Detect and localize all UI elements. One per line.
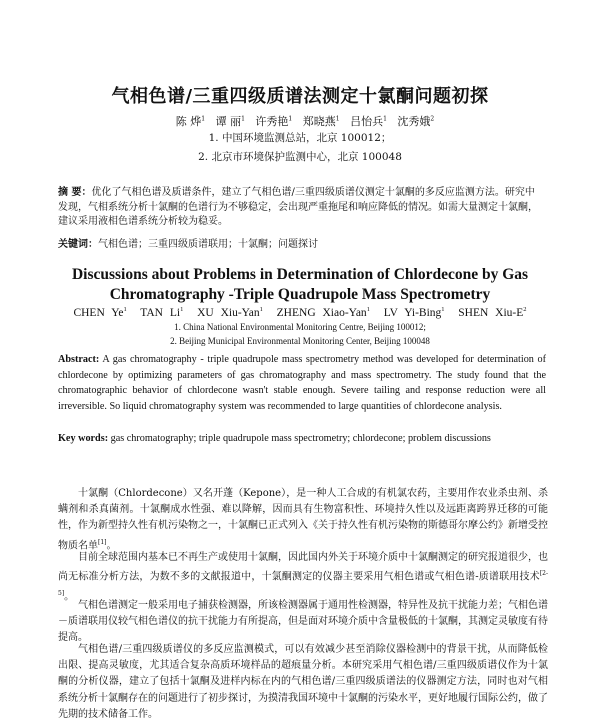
chinese-author: 郑晓燕$^1$ bbox=[302, 115, 340, 128]
chinese-keywords bbox=[58, 235, 544, 250]
english-keywords bbox=[58, 431, 546, 447]
chinese-abstract-label: 摘 要： bbox=[58, 187, 92, 198]
chinese-abstract bbox=[58, 186, 544, 230]
chinese-author: 沈秀娥$^2$ bbox=[397, 115, 435, 128]
chinese-author: 吕怡兵$^1$ bbox=[350, 115, 387, 128]
chinese-keywords-label: 关键词： bbox=[58, 239, 98, 250]
english-author: XU Xiu-Yan$^1$ bbox=[197, 306, 263, 319]
body-paragraph-4: 气相色谱/三重四级质谱仪的多反应监测模式，可以有效减少甚至消除仪器检测中的背景干扰，从而降低检出限、提高灵敏度，尤其适合复杂高质环境样品的超痕量分析。本研究采用气相色谱/三重四级质谱仪作为十氯酮的分析仪器，建立了包括十氯酮及进样内标在内的气相色谱/三重四级质谱法的仪器测定方法，同时也对气相系统分析十氯酮存在的问题进行了初步探讨，为摸清我国环境中十氯酮的污染水平，更好地履行国际公约，做了先期的技术储备工作。 bbox=[58, 644, 548, 720]
chinese-keywords-text: 气相色谱；三重四级质谱联用；十氯酮；问题探讨 bbox=[98, 239, 318, 250]
english-author: CHEN Ye$^1$ bbox=[73, 306, 127, 319]
english-author: SHEN Xiu-$E^2$ bbox=[458, 306, 527, 319]
citation: [2-5] bbox=[58, 570, 548, 597]
chinese-affiliation-1: 1. 中国环境监测总站，北京 100012； bbox=[208, 132, 392, 144]
chinese-abstract-text: 优化了气相色谱及质谱条件，建立了气相色谱/三重四级质谱仪测定十氯酮的多反应监测方法。研究中发现，气相系统分析十氯酮的色谱行为不够稳定，会出现严重拖尾和响应降低的情况。如需大量测定十氯酮，建议采用液相色谱系统分析较为稳妥。 bbox=[58, 187, 538, 227]
body-paragraph-2: 目前全球范围内基本已不再生产或使用十氯酮，因此国内外关于环境介质中十氯酮测定的研究报道很少，也尚无标准分析方法，为数不多的文献报道中，十氯酮测定的仪器主要采用气相色谱或气相色谱-质谱联用技术[2-5]。 bbox=[58, 552, 548, 603]
body-paragraph-3: 气相色谱测定一般采用电子捕获检测器，所该检测器属于通用性检测器，特异性及抗干扰能力差；气相色谱－质谱联用仪较气相色谱仪的抗干扰能力有所提高，但是面对环境介质中含量极低的十氯酮，其测定灵敏度有待提高。 bbox=[58, 600, 548, 644]
english-abstract bbox=[58, 352, 546, 414]
english-abstract-label: Abstract: bbox=[58, 354, 100, 365]
english-title: Discussions about Problems in Determination of Chlordecone by Gas Chromatography -Triple Quadrupole Mass Spectrometry bbox=[71, 266, 529, 303]
body-paragraph-1: 十氯酮（Chlordecone）又名开蓬（Kepone），是一种人工合成的有机氯农药，主要用作农业杀虫剂、杀螨剂和杀真菌剂。十氯酮成水性强、难以降解，因而具有生物富积性、环境持久性以及远距离跨界迁移的可能性，作为新型持久性有机污染物之一，十氯酮已正式列入《关于持久性有机污染物的斯德哥尔摩公约》新增受控物质名单[1]。 bbox=[58, 488, 548, 551]
chinese-affiliation-2: 2. 北京市环境保护监测中心，北京 100048 bbox=[198, 151, 402, 163]
english-keywords-text: gas chromatography; triple quadrupole mass spectrometry; chlordecone; problem discussions bbox=[110, 433, 491, 444]
citation: [1] bbox=[98, 538, 107, 546]
chinese-author: 许秀艳$^1$ bbox=[255, 115, 293, 128]
english-author: LV Yi-Bing$^1$ bbox=[383, 306, 445, 319]
english-abstract-text: A gas chromatography - triple quadrupole mass spectrometry method was developed for determination of chlordecone by optimizing parameters of gas chromatography and mass spectrometry. The study found that the chromatographic behavior of chlordecone wasn't stable enough. Severe tailing and response reduction were all irreversible. So liquid chromatography system was recommended to large quantities of chlordecone analysis. bbox=[58, 354, 547, 412]
chinese-author-list bbox=[140, 113, 470, 129]
english-author: TAN Li$^1$ bbox=[140, 306, 184, 319]
english-keywords-label: Key words: bbox=[58, 433, 109, 444]
english-author-list bbox=[0, 306, 600, 319]
english-affiliation-1: 1. China National Environmental Monitoring Centre, Beijing 100012; bbox=[174, 322, 426, 332]
english-affiliation-2: 2. Beijing Municipal Environmental Monitoring Center, Beijing 100048 bbox=[170, 336, 430, 346]
chinese-title: 气相色谱/三重四级质谱法测定十氯酮问题初探 bbox=[111, 86, 489, 107]
english-author: ZHENG Xiao-Yan$^1$ bbox=[276, 306, 370, 319]
chinese-author: 陈 烨$^1$ bbox=[175, 115, 206, 128]
chinese-author: 谭 丽$^1$ bbox=[215, 115, 245, 128]
